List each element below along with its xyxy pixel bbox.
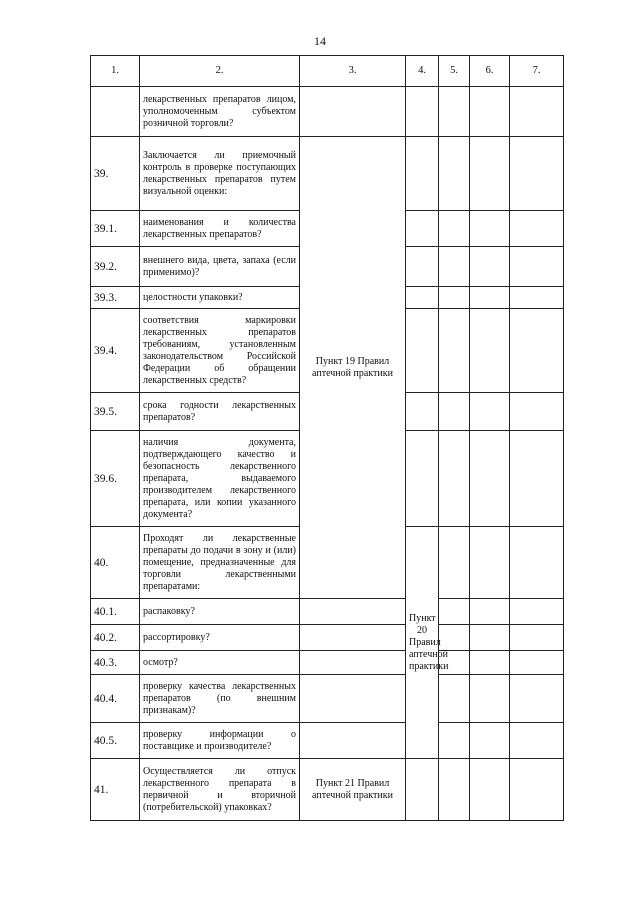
answer-cell-no [439, 287, 470, 309]
header-row [91, 56, 564, 87]
column-header-6: 6. [470, 56, 510, 87]
row-number: 40. [91, 527, 140, 599]
answer-cell-no [439, 393, 470, 431]
notes-cell [510, 625, 564, 651]
answer-cell-yes [406, 759, 439, 821]
notes-cell [510, 211, 564, 247]
row-question: Проходят ли лекарственные препараты до подачи в зону и (или) помещение, предназначенные для торговли лекарственными препаратами: [140, 527, 300, 599]
row-question: Заключается ли приемочный контроль в проверке поступающих лекарственных препаратов путем визуальной оценки: [140, 137, 300, 211]
answer-cell-yes [300, 625, 406, 651]
row-number: 41. [91, 759, 140, 821]
answer-cell-na [470, 675, 510, 723]
reference-cell-p20: Пункт 20 Правил аптечной практики [406, 527, 439, 759]
answer-cell-no [470, 527, 510, 599]
row-number: 39.5. [91, 393, 140, 431]
row-number: 39.6. [91, 431, 140, 527]
notes-cell [510, 599, 564, 625]
notes-cell [510, 759, 564, 821]
table-row [91, 651, 564, 675]
row-number: 40.1. [91, 599, 140, 625]
notes-cell [510, 393, 564, 431]
column-header-2: 2. [140, 56, 300, 87]
row-number: 40.3. [91, 651, 140, 675]
answer-cell-yes [406, 393, 439, 431]
answer-cell-no [439, 431, 470, 527]
row-number: 39. [91, 137, 140, 211]
answer-cell-na [470, 87, 510, 137]
answer-cell-yes [406, 431, 439, 527]
answer-cell-no [439, 625, 470, 651]
answer-cell-na [470, 309, 510, 393]
row-question: проверку качества лекарственных препаратов (по внешним признакам)? [140, 675, 300, 723]
answer-cell-na [470, 393, 510, 431]
answer-cell-no [439, 759, 470, 821]
notes-cell [510, 137, 564, 211]
row-question: внешнего вида, цвета, запаха (если применимо)? [140, 247, 300, 287]
answer-cell-na [470, 723, 510, 759]
row-number [91, 87, 140, 137]
answer-cell-no [439, 87, 470, 137]
table-row [91, 759, 564, 821]
notes-cell [510, 431, 564, 527]
answer-cell-na [510, 527, 564, 599]
row-number: 39.4. [91, 309, 140, 393]
answer-cell-no [439, 599, 470, 625]
notes-cell [510, 723, 564, 759]
row-reference [300, 87, 406, 137]
answer-cell-yes [300, 723, 406, 759]
notes-cell [510, 247, 564, 287]
row-question: осмотр? [140, 651, 300, 675]
answer-cell-no [439, 137, 470, 211]
answer-cell-na [470, 287, 510, 309]
notes-cell [510, 287, 564, 309]
answer-cell-yes [406, 137, 439, 211]
row-question: наименования и количества лекарственных препаратов? [140, 211, 300, 247]
notes-cell [510, 651, 564, 675]
answer-cell-yes [406, 87, 439, 137]
table-row [91, 723, 564, 759]
row-number: 39.2. [91, 247, 140, 287]
row-question: целостности упаковки? [140, 287, 300, 309]
answer-cell-no [439, 675, 470, 723]
answer-cell-na [470, 651, 510, 675]
column-header-7: 7. [510, 56, 564, 87]
answer-cell-yes [406, 211, 439, 247]
reference-cell-p21: Пункт 21 Правил аптечной практики [300, 759, 406, 821]
row-question: распаковку? [140, 599, 300, 625]
table-row [91, 675, 564, 723]
row-question: соответствия маркировки лекарственных препаратов требованиям, установленным законодательством Российской Федерации об обращении лекарственных средств? [140, 309, 300, 393]
row-question: рассортировку? [140, 625, 300, 651]
answer-cell-yes [300, 599, 406, 625]
row-number: 39.1. [91, 211, 140, 247]
checklist-table [90, 55, 564, 821]
answer-cell-no [439, 211, 470, 247]
page-number: 14 [314, 34, 326, 48]
row-question: Осуществляется ли отпуск лекарственного препарата в первичной и вторичной (потребительской) упаковках? [140, 759, 300, 821]
column-header-4: 4. [406, 56, 439, 87]
row-question: срока годности лекарственных препаратов? [140, 393, 300, 431]
answer-cell-yes [406, 247, 439, 287]
answer-cell-na [470, 431, 510, 527]
answer-cell-no [439, 309, 470, 393]
answer-cell-na [470, 137, 510, 211]
answer-cell-yes [300, 675, 406, 723]
row-number: 40.2. [91, 625, 140, 651]
table-row [91, 625, 564, 651]
answer-cell-na [470, 599, 510, 625]
answer-cell-yes [406, 309, 439, 393]
row-number: 40.4. [91, 675, 140, 723]
row-question: наличия документа, подтверждающего качество и безопасность лекарственного препарата, выдаваемого производителем лекарственного препарата, или копии указанного документа? [140, 431, 300, 527]
answer-cell-na [470, 759, 510, 821]
answer-cell-no [439, 247, 470, 287]
answer-cell-yes [300, 651, 406, 675]
column-header-5: 5. [439, 56, 470, 87]
answer-cell-no [439, 723, 470, 759]
notes-cell [510, 309, 564, 393]
row-number: 39.3. [91, 287, 140, 309]
answer-cell-na [470, 247, 510, 287]
answer-cell-na [470, 211, 510, 247]
table-row [91, 599, 564, 625]
column-header-1: 1. [91, 56, 140, 87]
reference-cell-p19: Пункт 19 Правил аптечной практики [300, 137, 406, 599]
column-header-3: 3. [300, 56, 406, 87]
table-row [91, 87, 564, 137]
row-number: 40.5. [91, 723, 140, 759]
answer-cell-yes [406, 287, 439, 309]
answer-cell-na [470, 625, 510, 651]
table-row [91, 137, 564, 211]
notes-cell [510, 675, 564, 723]
row-question: проверку информации о поставщике и производителе? [140, 723, 300, 759]
row-question: лекарственных препаратов лицом, уполномоченным субъектом розничной торговли? [140, 87, 300, 137]
notes-cell [510, 87, 564, 137]
answer-cell-yes [439, 527, 470, 599]
